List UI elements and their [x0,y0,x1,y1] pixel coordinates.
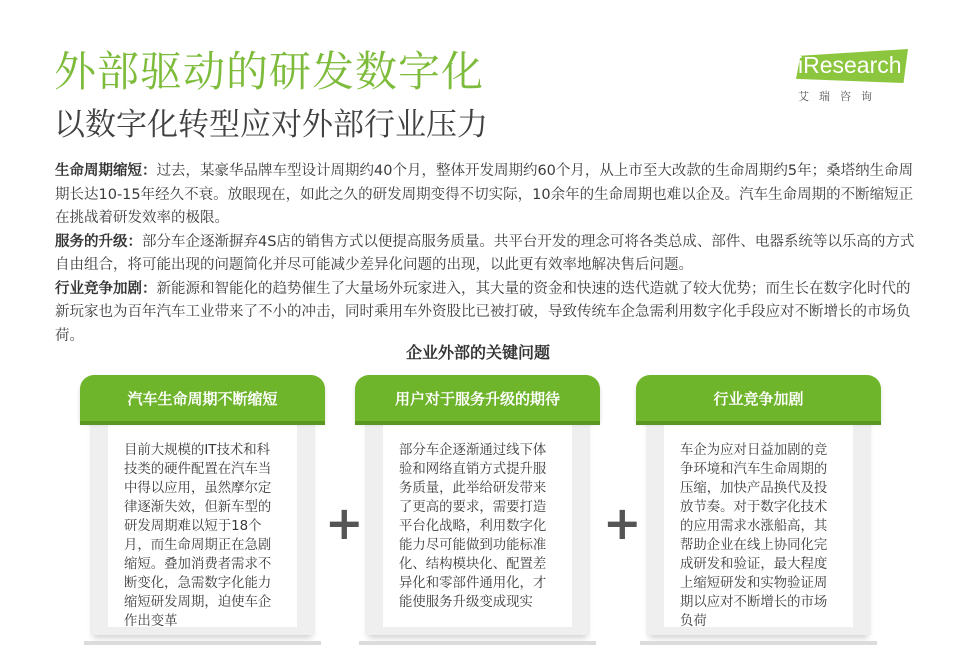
paragraph-competition [55,278,915,349]
page-title: 外部驱动的研发数字化 [54,47,485,96]
card-body [90,405,315,635]
intro-text [55,160,915,348]
card-text: 部分车企逐渐通过线下体验和网络直销方式提升服务质量，此举给研发带来了更高的要求，需要打造平台化战略，利用数字化能力尽可能做到功能标准化、结构模块化、配置差异化和零部件通用化，才能使服务升级变成现实 [383,421,572,627]
card-title: 汽车生命周期不断缩短 [80,375,325,421]
card-body [365,405,590,635]
card-service [355,375,600,645]
card-text: 车企为应对日益加剧的竞争环境和汽车生命周期的压缩，加快产品换代及投放节奏。对于数字化技术的应用需求水涨船高，其帮助企业在线上协同化完成研发和验证，最大程度上缩短研发和实物验证周期以应对不断增长的市场负荷 [664,421,853,627]
paragraph-service [55,231,915,278]
paragraph-body: 过去，某豪华品牌车型设计周期约40个月，整体开发周期约60个月，从上市至大改款的生命周期约5年；桑塔纳生命周期长达10-15年经久不衰。放眼现在，如此之久的研发周期变得不切实际，10余年的生命周期也难以企及。汽车生命周期的不断缩短正在挑战着研发效率的极限。 [55,163,914,226]
card-text: 目前大规模的IT技术和科技类的硬件配置在汽车当中得以应用，虽然摩尔定律逐渐失效，但新车型的研发周期难以短于18个月，而生命周期正在急剧缩短。叠加消费者需求不断变化，急需数字化能力缩短研发周期，迫使车企作出变革 [108,421,297,627]
paragraph-label: 服务的升级： [55,233,142,250]
iresearch-logo [790,46,920,106]
paragraph-lifecycle [55,160,915,231]
card-competition [636,375,881,645]
card-body [646,405,871,635]
logo-cn-text: 艾瑞咨询 [798,90,882,103]
plus-icon: + [325,496,364,550]
card-lifecycle [80,375,325,645]
paragraph-label: 生命周期缩短： [55,163,157,179]
paragraph-body: 部分车企逐渐摒弃4S店的销售方式以便提高服务质量。共平台开发的理念可将各类总成、部件、电器系统等以乐高的方式自由组合，将可能出现的问题简化并尽可能减少差异化问题的出现，以此更有效率地解决售后问题。 [55,233,915,273]
section-title: 企业外部的关键问题 [405,343,550,362]
card-title: 行业竞争加剧 [636,375,881,421]
paragraph-label: 行业竞争加剧： [55,280,157,297]
card-title: 用户对于服务升级的期待 [355,375,600,421]
page-subtitle: 以数字化转型应对外部行业压力 [54,107,488,143]
logo-brand-text: iResearch [798,52,902,78]
plus-icon: + [603,496,642,550]
paragraph-body: 新能源和智能化的趋势催生了大量场外玩家进入，其大量的资金和快速的迭代造就了较大优势；而生长在数字化时代的新玩家也为百年汽车工业带来了不小的冲击，同时乘用车外资股比已被打破，导致传统车企急需利用数字化手段应对不断增长的市场负荷。 [55,280,911,344]
